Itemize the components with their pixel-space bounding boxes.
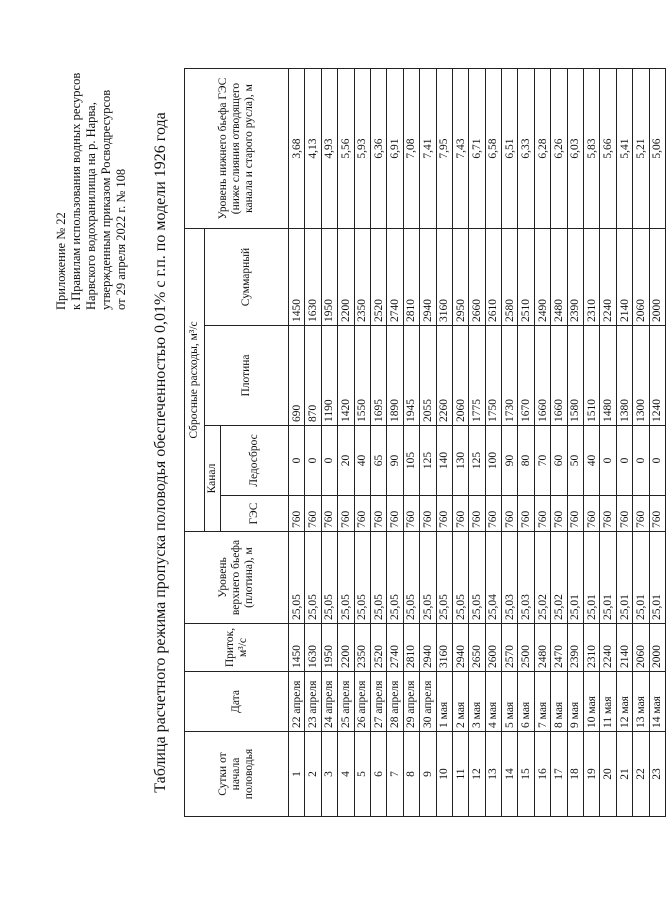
header-day: Сутки от начала половодья <box>185 732 289 817</box>
cell-total: 2520 <box>370 229 386 326</box>
cell-inflow: 2810 <box>403 624 419 672</box>
table-row <box>534 69 550 817</box>
cell-inflow: 2350 <box>354 624 370 672</box>
cell-total: 3160 <box>436 229 452 326</box>
cell-total: 2490 <box>534 229 550 326</box>
cell-dam: 1510 <box>584 326 600 426</box>
cell-total: 2940 <box>420 229 436 326</box>
table-row <box>436 69 452 817</box>
cell-upstream-level: 25,01 <box>584 532 600 624</box>
cell-downstream-level: 7,41 <box>420 69 436 229</box>
cell-total: 2660 <box>469 229 485 326</box>
cell-day: 5 <box>354 732 370 817</box>
appendix-line: Приложение № 22 <box>54 212 68 310</box>
cell-day: 18 <box>567 732 583 817</box>
cell-downstream-level: 6,91 <box>387 69 403 229</box>
table-row <box>633 69 649 817</box>
cell-ice-discharge: 0 <box>289 426 305 496</box>
cell-date: 9 мая <box>567 672 583 732</box>
cell-downstream-level: 6,28 <box>534 69 550 229</box>
cell-dam: 1750 <box>485 326 501 426</box>
cell-total: 2000 <box>649 229 665 326</box>
cell-day: 23 <box>649 732 665 817</box>
table-row <box>502 69 518 817</box>
cell-inflow: 2600 <box>485 624 501 672</box>
cell-dam: 1775 <box>469 326 485 426</box>
cell-hpp: 760 <box>469 496 485 532</box>
appendix-line: от 29 апреля 2022 г. № 108 <box>114 168 128 310</box>
cell-day: 3 <box>321 732 337 817</box>
cell-dam: 1380 <box>616 326 632 426</box>
cell-downstream-level: 6,51 <box>502 69 518 229</box>
cell-downstream-level: 5,56 <box>338 69 354 229</box>
cell-day: 11 <box>452 732 468 817</box>
cell-total: 1630 <box>305 229 321 326</box>
cell-hpp: 760 <box>518 496 534 532</box>
cell-ice-discharge: 105 <box>403 426 419 496</box>
cell-date: 2 мая <box>452 672 468 732</box>
cell-upstream-level: 25,01 <box>600 532 616 624</box>
cell-inflow: 2480 <box>534 624 550 672</box>
appendix-line: к Правилам использования водных ресурсов <box>69 72 83 310</box>
cell-hpp: 760 <box>584 496 600 532</box>
cell-total: 2510 <box>518 229 534 326</box>
cell-total: 2240 <box>600 229 616 326</box>
cell-inflow: 2390 <box>567 624 583 672</box>
cell-inflow: 2650 <box>469 624 485 672</box>
cell-day: 19 <box>584 732 600 817</box>
cell-inflow: 2060 <box>633 624 649 672</box>
cell-downstream-level: 5,21 <box>633 69 649 229</box>
cell-ice-discharge: 70 <box>534 426 550 496</box>
cell-hpp: 760 <box>649 496 665 532</box>
cell-dam: 1660 <box>551 326 567 426</box>
cell-ice-discharge: 0 <box>633 426 649 496</box>
cell-downstream-level: 5,06 <box>649 69 665 229</box>
cell-inflow: 2200 <box>338 624 354 672</box>
cell-downstream-level: 3,68 <box>289 69 305 229</box>
header-upstream-level: Уровень верхнего бьефа (плотина), м <box>185 532 289 624</box>
cell-upstream-level: 25,02 <box>551 532 567 624</box>
header-ice-discharge: Ледосброс <box>221 426 289 496</box>
cell-upstream-level: 25,04 <box>485 532 501 624</box>
cell-upstream-level: 25,05 <box>469 532 485 624</box>
cell-upstream-level: 25,03 <box>502 532 518 624</box>
cell-hpp: 760 <box>452 496 468 532</box>
cell-upstream-level: 25,01 <box>616 532 632 624</box>
cell-dam: 1550 <box>354 326 370 426</box>
cell-downstream-level: 6,33 <box>518 69 534 229</box>
cell-upstream-level: 25,01 <box>649 532 665 624</box>
cell-day: 22 <box>633 732 649 817</box>
cell-ice-discharge: 40 <box>354 426 370 496</box>
header-discharge: Сбросные расходы, м³/с <box>185 229 205 532</box>
cell-inflow: 3160 <box>436 624 452 672</box>
cell-date: 27 апреля <box>370 672 386 732</box>
cell-day: 7 <box>387 732 403 817</box>
cell-upstream-level: 25,01 <box>633 532 649 624</box>
cell-hpp: 760 <box>403 496 419 532</box>
cell-hpp: 760 <box>600 496 616 532</box>
cell-hpp: 760 <box>305 496 321 532</box>
cell-date: 6 мая <box>518 672 534 732</box>
table-row <box>600 69 616 817</box>
cell-ice-discharge: 0 <box>616 426 632 496</box>
cell-dam: 2060 <box>452 326 468 426</box>
header-hpp: ГЭС <box>221 496 289 532</box>
cell-upstream-level: 25,05 <box>452 532 468 624</box>
cell-total: 2580 <box>502 229 518 326</box>
cell-total: 2810 <box>403 229 419 326</box>
cell-inflow: 2940 <box>452 624 468 672</box>
cell-dam: 1660 <box>534 326 550 426</box>
cell-dam: 1580 <box>567 326 583 426</box>
cell-total: 2610 <box>485 229 501 326</box>
cell-date: 10 мая <box>584 672 600 732</box>
cell-ice-discharge: 20 <box>338 426 354 496</box>
cell-hpp: 760 <box>387 496 403 532</box>
cell-downstream-level: 6,36 <box>370 69 386 229</box>
cell-date: 8 мая <box>551 672 567 732</box>
table-row <box>584 69 600 817</box>
cell-dam: 1190 <box>321 326 337 426</box>
cell-ice-discharge: 100 <box>485 426 501 496</box>
cell-downstream-level: 6,58 <box>485 69 501 229</box>
cell-inflow: 2740 <box>387 624 403 672</box>
cell-inflow: 2240 <box>600 624 616 672</box>
cell-day: 15 <box>518 732 534 817</box>
flood-regime-table <box>184 68 666 817</box>
cell-day: 13 <box>485 732 501 817</box>
cell-day: 4 <box>338 732 354 817</box>
cell-hpp: 760 <box>370 496 386 532</box>
cell-total: 2140 <box>616 229 632 326</box>
cell-total: 1950 <box>321 229 337 326</box>
cell-total: 2480 <box>551 229 567 326</box>
header-downstream-level: Уровень нижнего бьефа ГЭС (ниже слияния отводящего канала и старого русла), м <box>185 69 289 229</box>
cell-day: 12 <box>469 732 485 817</box>
cell-date: 12 мая <box>616 672 632 732</box>
table-row <box>452 69 468 817</box>
cell-day: 6 <box>370 732 386 817</box>
cell-date: 28 апреля <box>387 672 403 732</box>
cell-downstream-level: 6,26 <box>551 69 567 229</box>
cell-date: 7 мая <box>534 672 550 732</box>
cell-upstream-level: 25,05 <box>436 532 452 624</box>
cell-total: 2200 <box>338 229 354 326</box>
table-row <box>289 69 305 817</box>
cell-inflow: 2500 <box>518 624 534 672</box>
table-row <box>469 69 485 817</box>
header-inflow: Приток, м³/с <box>185 624 289 672</box>
cell-total: 2350 <box>354 229 370 326</box>
appendix-block <box>54 10 129 310</box>
cell-day: 17 <box>551 732 567 817</box>
cell-hpp: 760 <box>436 496 452 532</box>
cell-hpp: 760 <box>420 496 436 532</box>
cell-upstream-level: 25,05 <box>403 532 419 624</box>
cell-upstream-level: 25,05 <box>370 532 386 624</box>
cell-hpp: 760 <box>502 496 518 532</box>
table-row <box>485 69 501 817</box>
cell-total: 1450 <box>289 229 305 326</box>
cell-inflow: 2940 <box>420 624 436 672</box>
table-row <box>321 69 337 817</box>
table-row <box>616 69 632 817</box>
cell-total: 2950 <box>452 229 468 326</box>
header-total: Суммарный <box>205 229 289 326</box>
cell-downstream-level: 7,95 <box>436 69 452 229</box>
cell-inflow: 1950 <box>321 624 337 672</box>
cell-total: 2390 <box>567 229 583 326</box>
cell-downstream-level: 5,83 <box>584 69 600 229</box>
cell-day: 2 <box>305 732 321 817</box>
cell-date: 11 мая <box>600 672 616 732</box>
cell-dam: 1240 <box>649 326 665 426</box>
cell-downstream-level: 6,03 <box>567 69 583 229</box>
cell-dam: 1300 <box>633 326 649 426</box>
header-dam: Плотина <box>205 326 289 426</box>
cell-date: 14 мая <box>649 672 665 732</box>
table-body <box>289 69 666 817</box>
header-canal: Канал <box>205 426 221 532</box>
cell-dam: 1420 <box>338 326 354 426</box>
cell-downstream-level: 5,41 <box>616 69 632 229</box>
cell-downstream-level: 6,71 <box>469 69 485 229</box>
table-row <box>420 69 436 817</box>
cell-date: 26 апреля <box>354 672 370 732</box>
cell-total: 2310 <box>584 229 600 326</box>
cell-ice-discharge: 0 <box>600 426 616 496</box>
cell-day: 21 <box>616 732 632 817</box>
cell-dam: 1695 <box>370 326 386 426</box>
cell-ice-discharge: 60 <box>551 426 567 496</box>
table-row <box>387 69 403 817</box>
cell-inflow: 2140 <box>616 624 632 672</box>
cell-upstream-level: 25,03 <box>518 532 534 624</box>
cell-total: 2740 <box>387 229 403 326</box>
cell-total: 2060 <box>633 229 649 326</box>
cell-inflow: 2570 <box>502 624 518 672</box>
cell-dam: 1480 <box>600 326 616 426</box>
cell-dam: 1670 <box>518 326 534 426</box>
cell-date: 22 апреля <box>289 672 305 732</box>
cell-ice-discharge: 0 <box>305 426 321 496</box>
cell-ice-discharge: 0 <box>321 426 337 496</box>
header-date: Дата <box>185 672 289 732</box>
table-row <box>518 69 534 817</box>
cell-upstream-level: 25,05 <box>420 532 436 624</box>
cell-date: 25 апреля <box>338 672 354 732</box>
cell-upstream-level: 25,05 <box>321 532 337 624</box>
cell-day: 14 <box>502 732 518 817</box>
cell-downstream-level: 4,13 <box>305 69 321 229</box>
cell-day: 20 <box>600 732 616 817</box>
cell-dam: 1890 <box>387 326 403 426</box>
cell-day: 8 <box>403 732 419 817</box>
cell-ice-discharge: 140 <box>436 426 452 496</box>
appendix-line: утвержденным приказом Росводресурсов <box>99 89 113 310</box>
cell-inflow: 2310 <box>584 624 600 672</box>
table-row <box>551 69 567 817</box>
cell-date: 3 мая <box>469 672 485 732</box>
cell-inflow: 2520 <box>370 624 386 672</box>
cell-date: 13 мая <box>633 672 649 732</box>
cell-upstream-level: 25,01 <box>567 532 583 624</box>
cell-upstream-level: 25,02 <box>534 532 550 624</box>
table-row <box>305 69 321 817</box>
cell-hpp: 760 <box>616 496 632 532</box>
cell-date: 1 мая <box>436 672 452 732</box>
cell-upstream-level: 25,05 <box>305 532 321 624</box>
cell-hpp: 760 <box>551 496 567 532</box>
cell-ice-discharge: 125 <box>469 426 485 496</box>
cell-day: 10 <box>436 732 452 817</box>
cell-downstream-level: 4,93 <box>321 69 337 229</box>
cell-date: 30 апреля <box>420 672 436 732</box>
cell-downstream-level: 7,43 <box>452 69 468 229</box>
cell-dam: 870 <box>305 326 321 426</box>
cell-date: 23 апреля <box>305 672 321 732</box>
cell-date: 5 мая <box>502 672 518 732</box>
cell-inflow: 2000 <box>649 624 665 672</box>
table-row <box>403 69 419 817</box>
appendix-line: Нарвского водохранилища на р. Нарва, <box>84 102 98 310</box>
cell-date: 24 апреля <box>321 672 337 732</box>
cell-inflow: 2470 <box>551 624 567 672</box>
table-row <box>649 69 665 817</box>
cell-day: 9 <box>420 732 436 817</box>
cell-downstream-level: 7,08 <box>403 69 419 229</box>
cell-hpp: 760 <box>534 496 550 532</box>
cell-ice-discharge: 40 <box>584 426 600 496</box>
cell-ice-discharge: 50 <box>567 426 583 496</box>
cell-inflow: 1450 <box>289 624 305 672</box>
cell-dam: 690 <box>289 326 305 426</box>
cell-upstream-level: 25,05 <box>289 532 305 624</box>
cell-hpp: 760 <box>321 496 337 532</box>
cell-ice-discharge: 80 <box>518 426 534 496</box>
cell-upstream-level: 25,05 <box>354 532 370 624</box>
cell-ice-discharge: 0 <box>649 426 665 496</box>
cell-dam: 2055 <box>420 326 436 426</box>
cell-hpp: 760 <box>567 496 583 532</box>
table-row <box>567 69 583 817</box>
cell-upstream-level: 25,05 <box>387 532 403 624</box>
cell-ice-discharge: 130 <box>452 426 468 496</box>
cell-inflow: 1630 <box>305 624 321 672</box>
table-row <box>370 69 386 817</box>
table-row <box>354 69 370 817</box>
table-row <box>338 69 354 817</box>
cell-day: 16 <box>534 732 550 817</box>
cell-date: 29 апреля <box>403 672 419 732</box>
cell-ice-discharge: 65 <box>370 426 386 496</box>
cell-date: 4 мая <box>485 672 501 732</box>
cell-day: 1 <box>289 732 305 817</box>
table-title: Таблица расчетного режима пропуска половодья обеспеченностью 0,01% с г.п. по модели 1926 года <box>152 112 169 793</box>
cell-downstream-level: 5,66 <box>600 69 616 229</box>
cell-ice-discharge: 90 <box>387 426 403 496</box>
cell-hpp: 760 <box>338 496 354 532</box>
cell-dam: 2260 <box>436 326 452 426</box>
cell-hpp: 760 <box>485 496 501 532</box>
cell-dam: 1945 <box>403 326 419 426</box>
cell-hpp: 760 <box>289 496 305 532</box>
cell-downstream-level: 5,93 <box>354 69 370 229</box>
cell-hpp: 760 <box>354 496 370 532</box>
cell-ice-discharge: 125 <box>420 426 436 496</box>
cell-upstream-level: 25,05 <box>338 532 354 624</box>
cell-ice-discharge: 90 <box>502 426 518 496</box>
cell-dam: 1730 <box>502 326 518 426</box>
cell-hpp: 760 <box>633 496 649 532</box>
